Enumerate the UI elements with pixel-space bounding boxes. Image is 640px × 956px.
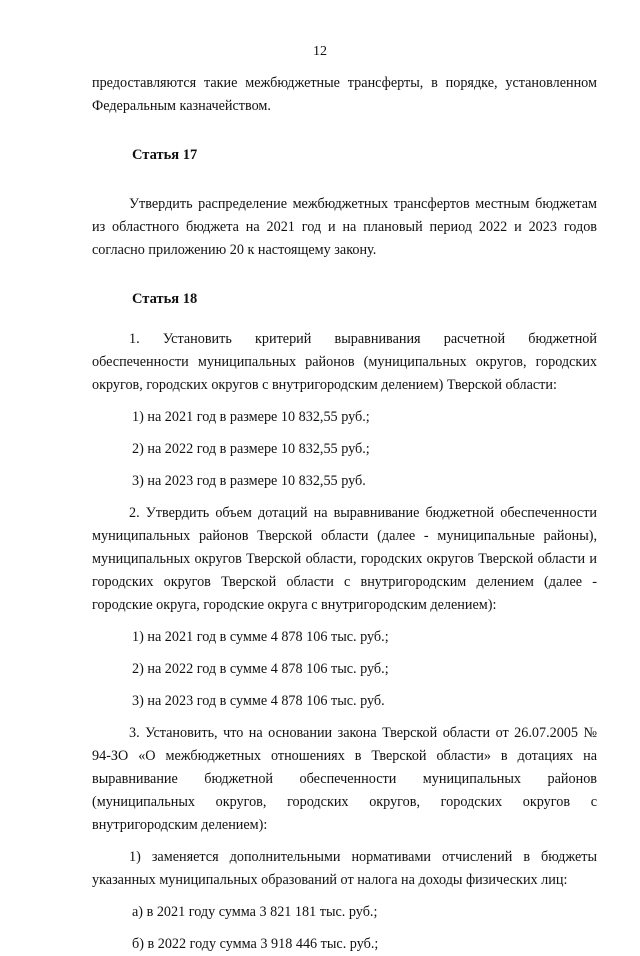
list-item: 3) на 2023 год в сумме 4 878 106 тыс. руб.	[132, 693, 385, 709]
article-18-item-2: 2. Утвердить объем дотаций на выравнивание бюджетной обеспеченности муниципальных районов Тверской области (далее - муниципальные районы), муниципальных округов Тверской области, городских округов Тверской области и городских округов Тверской области с внутригородским делением (далее - городские округа, городские округа с внутригородским делением):	[92, 505, 597, 613]
list-item: 3) на 2023 год в размере 10 832,55 руб.	[132, 473, 366, 489]
list-item: 2) на 2022 год в размере 10 832,55 руб.;	[132, 441, 370, 457]
article-18-item-3: 3. Установить, что на основании закона Тверской области от 26.07.2005 № 94-ЗО «О межбюджетных отношениях в Тверской области» в дотациях на выравнивание бюджетной обеспеченности муниципальных районов (муниципальных округов, городских округов, городских округов с внутригородским делением):	[92, 725, 597, 833]
article-18-item-3-sub-1: 1) заменяется дополнительными нормативами отчислений в бюджеты указанных муниципальных образований от налога на доходы физических лиц:	[92, 849, 597, 888]
list-item: б) в 2022 году сумма 3 918 446 тыс. руб.;	[132, 936, 379, 952]
article-17-text: Утвердить распределение межбюджетных трансфертов местным бюджетам из областного бюджета на 2021 год и на плановый период 2022 и 2023 годов согласно приложению 20 к настоящему закону.	[92, 196, 597, 258]
article-18-item-1: 1. Установить критерий выравнивания расчетной бюджетной обеспеченности муниципальных районов (муниципальных округов, городских округов, городских округов с внутригородским делением) Тверской области:	[92, 331, 597, 393]
article-18-heading: Статья 18	[132, 291, 198, 307]
intro-paragraph: предоставляются такие межбюджетные трансферты, в порядке, установленном Федеральным казначейством.	[92, 75, 597, 114]
article-17-heading: Статья 17	[132, 147, 198, 163]
document-body	[92, 72, 597, 956]
list-item: 1) на 2021 год в размере 10 832,55 руб.;	[132, 409, 370, 425]
list-item: 1) на 2021 год в сумме 4 878 106 тыс. руб.;	[132, 629, 389, 645]
list-item: а) в 2021 году сумма 3 821 181 тыс. руб.;	[132, 904, 378, 920]
page-number: 12	[313, 44, 327, 59]
list-item: 2) на 2022 год в сумме 4 878 106 тыс. руб.;	[132, 661, 389, 677]
